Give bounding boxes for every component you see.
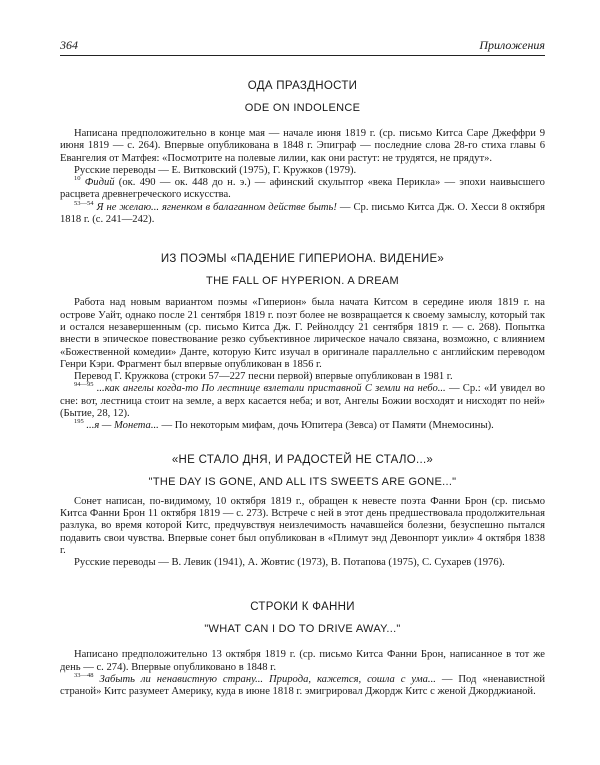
note-text: — По некоторым мифам, дочь Юпитера (Зевса) от Памяти (Мнемосины). (158, 420, 494, 432)
section-paragraph: Перевод Г. Кружкова (строки 57—227 песни первой) впервые опубликован в 1981 г. (74, 371, 453, 383)
section-title-en: THE FALL OF HYPERION. A DREAM (206, 275, 399, 288)
note-text: (ок. 490 — ок. 448 до н. э.) — афинский скульптор «века Перикла» — эпохи наивысшего расцвета древнегреческого искусства. (60, 177, 545, 201)
note-text: — Ср. письмо Китса Дж. О. Хесси 8 октября 1818 г. (с. 241—242). (60, 201, 545, 226)
note-number: 195 (74, 418, 84, 426)
header-rule (60, 55, 545, 56)
note-paragraph (60, 177, 545, 202)
note-quote: Я не желаю... ягненком в балаганном действе быть! (96, 201, 337, 213)
section-lines-to-fanny (60, 600, 545, 698)
note-text: — Ср.: «И увидел во сне: вот, лестница стоит на земле, а верх касается неба; и вот, Ангелы Божии восходят и нисходят по ней» (Бытие, 28, 12). (60, 383, 546, 420)
note-paragraph (60, 199, 545, 227)
section-fall-of-hyperion (60, 252, 545, 432)
section-paragraph: Работа над новым вариантом поэмы «Гиперион» была начата Китсом в середине июля 1819 г. на острове Уайт, однако после 21 сентября 1819 г. поэт более не возвращается к своему замыслу, который так и остался незавершенным (ср. письмо Китса Дж. Г. Рейнолдсу 21 сентября 1819 г. — с. 268). Попытка внести в эпическое повествование резко субъективное лирическое начало связана, возможно, с влиянием «Божественной комедии» Данте, которую Китс изучал в оригинале параллельно с английским переводом Генри Кэри. Фрагмент был впервые опубликован в 1856 г. (60, 297, 545, 370)
note-number: 33—48 (74, 672, 94, 680)
section-title-en: ODE ON INDOLENCE (244, 102, 361, 114)
note-quote: ...я — Монета... (86, 420, 159, 432)
section-paragraph: Сонет написан, по-видимому, 10 октября 1819 г., обращен к невесте поэта Фанни Брон (ср. письмо Китса Фанни Брон 11 октября 1819 — с. 273). Встрече с ней в этот день предшествовала продолжительная разлука, во время которой Китс, предчувствуя неизлечимость начавшейся болезни, безуспешно пытался подавить свои чувства. Впервые сонет был опубликован в «Плимут энд Девонпорт уикли» 4 октября 1838 г. (60, 495, 545, 556)
section-paragraph: Написана предположительно в конце мая — начале июня 1819 г. (ср. письмо Китса Саре Джеффри 9 июня 1819 — с. 264). Впервые опубликована в 1848 г. Эпиграф — последние слова 28-го стиха главы 6 Евангелия от Матфея: «Посмотрите на полевые лилии, как они растут: не трудятся, не прядут». (60, 128, 545, 164)
note-number: 94—95 (74, 381, 94, 389)
section-title-ru: ОДА ПРАЗДНОСТИ (247, 80, 358, 92)
section-ode-on-indolence (60, 79, 545, 226)
note-paragraph (60, 383, 545, 420)
section-title-en: "WHAT CAN I DO TO DRIVE AWAY..." (204, 623, 401, 636)
page-number: 364 (60, 38, 78, 52)
section-title-en: "THE DAY IS GONE, AND ALL ITS SWEETS ARE GONE..." (148, 475, 457, 488)
note-text: — Под «ненавистной страной» Китс разумеет Америку, куда в июне 1818 г. эмигрировал Джордж Китс с женой Джорджианой. (60, 674, 545, 698)
note-number: 53—54 (74, 199, 94, 207)
section-title-ru: «НЕ СТАЛО ДНЯ, И РАДОСТЕЙ НЕ СТАЛО...» (171, 453, 434, 466)
note-quote: Фидий (84, 177, 115, 189)
section-paragraph: Русские переводы — Е. Витковский (1975), Г. Кружков (1979). (74, 164, 357, 176)
note-paragraph (60, 674, 545, 699)
note-quote: ...как ангелы когда-то По лестнице взлетали приставной С земли на небо... (96, 383, 446, 395)
document-page (60, 38, 545, 699)
section-title-ru: СТРОКИ К ФАННИ (250, 601, 355, 614)
note-quote: Забыть ли ненавистную страну... Природа, кажется, сошла с ума... (99, 674, 436, 686)
page-header (60, 38, 545, 52)
section-day-is-gone (60, 453, 545, 570)
running-title: Приложения (479, 38, 545, 52)
section-paragraph: Написано предположительно 13 октября 1819 г. (ср. письмо Китса Фанни Брон, написанное в тот же день — с. 274). Впервые опубликовано в 1848 г. (60, 649, 545, 673)
note-number: 10 (74, 175, 81, 183)
section-paragraph: Русские переводы — В. Левик (1941), А. Жовтис (1973), В. Потапова (1975), С. Сухарев (1976). (74, 557, 505, 569)
section-title-ru: ИЗ ПОЭМЫ «ПАДЕНИЕ ГИПЕРИОНА. ВИДЕНИЕ» (160, 253, 445, 266)
note-paragraph (60, 420, 545, 432)
